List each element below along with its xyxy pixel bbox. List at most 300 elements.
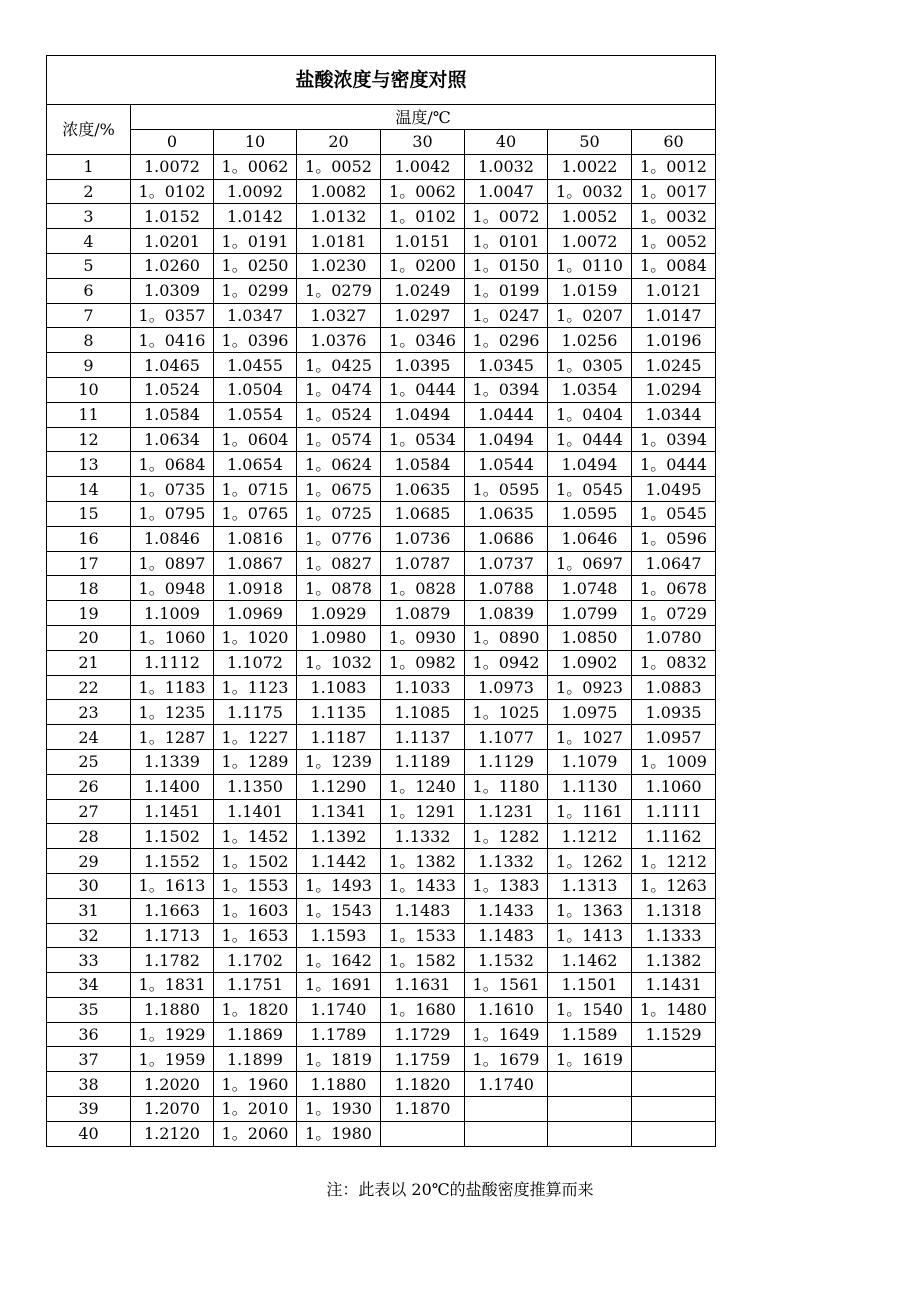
- density-cell: 1。0942: [465, 650, 548, 675]
- density-cell: 1。1413: [548, 923, 632, 948]
- concentration-cell: 14: [47, 477, 131, 502]
- density-cell: 1.1880: [131, 997, 214, 1022]
- density-cell: 1.0635: [381, 477, 465, 502]
- density-cell: 1。0776: [297, 526, 381, 551]
- density-cell: 1。0715: [214, 477, 297, 502]
- density-cell: 1.1529: [632, 1022, 716, 1047]
- concentration-cell: 19: [47, 601, 131, 626]
- temperature-column-header: 10: [214, 130, 297, 155]
- density-cell: 1。0394: [632, 427, 716, 452]
- density-cell: 1.0327: [297, 303, 381, 328]
- density-cell: 1.0595: [548, 501, 632, 526]
- table-row: [47, 799, 716, 824]
- table-row: [47, 873, 716, 898]
- table-note: 注：此表以 20℃的盐酸密度推算而来: [326, 1180, 594, 1199]
- density-cell: 1.1175: [214, 700, 297, 725]
- density-cell: 1.1702: [214, 948, 297, 973]
- density-cell: 1。1235: [131, 700, 214, 725]
- density-cell: [465, 1121, 548, 1146]
- density-cell: 1.1451: [131, 799, 214, 824]
- density-cell: 1.0147: [632, 303, 716, 328]
- density-cell: 1。0247: [465, 303, 548, 328]
- density-cell: 1.1899: [214, 1047, 297, 1072]
- density-cell: 1.1079: [548, 749, 632, 774]
- density-cell: 1。0032: [548, 179, 632, 204]
- density-cell: 1.1431: [632, 973, 716, 998]
- density-cell: 1.0524: [131, 377, 214, 402]
- density-cell: [465, 1097, 548, 1122]
- density-cell: 1。0474: [297, 377, 381, 402]
- density-cell: 1.1231: [465, 799, 548, 824]
- density-cell: 1.0345: [465, 353, 548, 378]
- concentration-cell: 31: [47, 898, 131, 923]
- density-cell: [632, 1072, 716, 1097]
- table-row: [47, 923, 716, 948]
- table-row: [47, 427, 716, 452]
- density-cell: 1.1433: [465, 898, 548, 923]
- density-cell: 1.1870: [381, 1097, 465, 1122]
- density-cell: 1。0827: [297, 551, 381, 576]
- density-cell: 1。0897: [131, 551, 214, 576]
- density-cell: 1。0725: [297, 501, 381, 526]
- density-cell: 1.1593: [297, 923, 381, 948]
- density-cell: 1.0973: [465, 675, 548, 700]
- density-cell: 1。0444: [381, 377, 465, 402]
- density-cell: 1.0879: [381, 601, 465, 626]
- concentration-cell: 29: [47, 849, 131, 874]
- density-cell: 1.0132: [297, 204, 381, 229]
- table-row: [47, 601, 716, 626]
- density-cell: 1.0121: [632, 278, 716, 303]
- density-cell: 1。0102: [381, 204, 465, 229]
- concentration-cell: 32: [47, 923, 131, 948]
- concentration-cell: 18: [47, 576, 131, 601]
- density-cell: 1.0455: [214, 353, 297, 378]
- density-cell: 1。0110: [548, 253, 632, 278]
- table-row: [47, 576, 716, 601]
- table-row: [47, 551, 716, 576]
- concentration-cell: 16: [47, 526, 131, 551]
- density-cell: 1。1263: [632, 873, 716, 898]
- concentration-cell: 11: [47, 402, 131, 427]
- density-cell: 1。0735: [131, 477, 214, 502]
- concentration-cell: 22: [47, 675, 131, 700]
- density-cell: 1.1060: [632, 774, 716, 799]
- concentration-cell: 17: [47, 551, 131, 576]
- concentration-cell: 10: [47, 377, 131, 402]
- concentration-cell: 30: [47, 873, 131, 898]
- temperature-column-header: 30: [381, 130, 465, 155]
- density-cell: 1。0346: [381, 328, 465, 353]
- density-cell: [632, 1097, 716, 1122]
- density-cell: 1.1869: [214, 1022, 297, 1047]
- density-cell: 1.0584: [131, 402, 214, 427]
- density-cell: 1。0444: [632, 452, 716, 477]
- density-cell: 1.0646: [548, 526, 632, 551]
- density-cell: 1.0494: [465, 427, 548, 452]
- density-cell: 1。0828: [381, 576, 465, 601]
- density-cell: 1。1382: [381, 849, 465, 874]
- density-cell: 1.1111: [632, 799, 716, 824]
- table-row: [47, 1022, 716, 1047]
- temperature-header: 温度/℃: [131, 105, 716, 130]
- density-cell: 1.1341: [297, 799, 381, 824]
- density-cell: 1。1282: [465, 824, 548, 849]
- table-row: [47, 501, 716, 526]
- density-cell: 1.1400: [131, 774, 214, 799]
- density-cell: 1.0260: [131, 253, 214, 278]
- density-cell: 1。1553: [214, 873, 297, 898]
- density-cell: 1.0032: [465, 154, 548, 179]
- density-cell: 1。0982: [381, 650, 465, 675]
- density-cell: 1.0980: [297, 625, 381, 650]
- density-cell: 1。1433: [381, 873, 465, 898]
- density-cell: 1。1649: [465, 1022, 548, 1047]
- density-cell: 1.0142: [214, 204, 297, 229]
- density-cell: 1.1339: [131, 749, 214, 774]
- density-cell: 1.0494: [381, 402, 465, 427]
- density-cell: 1。0890: [465, 625, 548, 650]
- density-cell: 1.1462: [548, 948, 632, 973]
- density-cell: 1。0207: [548, 303, 632, 328]
- density-cell: 1.0883: [632, 675, 716, 700]
- concentration-cell: 27: [47, 799, 131, 824]
- table-row: [47, 328, 716, 353]
- density-cell: 1。1161: [548, 799, 632, 824]
- table-row: [47, 749, 716, 774]
- density-cell: 1.1135: [297, 700, 381, 725]
- concentration-cell: 37: [47, 1047, 131, 1072]
- density-cell: 1.0554: [214, 402, 297, 427]
- concentration-cell: 21: [47, 650, 131, 675]
- density-cell: 1。0624: [297, 452, 381, 477]
- density-cell: [381, 1121, 465, 1146]
- density-cell: 1.1751: [214, 973, 297, 998]
- density-cell: 1.0297: [381, 303, 465, 328]
- density-cell: 1。0765: [214, 501, 297, 526]
- density-cell: 1.1663: [131, 898, 214, 923]
- density-cell: 1.0092: [214, 179, 297, 204]
- density-cell: 1.0780: [632, 625, 716, 650]
- table-row: [47, 253, 716, 278]
- density-cell: 1。1980: [297, 1121, 381, 1146]
- density-cell: 1.0788: [465, 576, 548, 601]
- density-cell: 1.1392: [297, 824, 381, 849]
- density-cell: 1.0935: [632, 700, 716, 725]
- density-cell: 1。1025: [465, 700, 548, 725]
- density-cell: 1.0376: [297, 328, 381, 353]
- density-cell: 1.1085: [381, 700, 465, 725]
- table-row: [47, 402, 716, 427]
- density-cell: 1。0545: [632, 501, 716, 526]
- table-title: 盐酸浓度与密度对照: [47, 56, 716, 105]
- table-row: [47, 898, 716, 923]
- density-cell: 1。1363: [548, 898, 632, 923]
- density-cell: 1.1350: [214, 774, 297, 799]
- density-cell: 1.0159: [548, 278, 632, 303]
- density-cell: 1。0052: [297, 154, 381, 179]
- density-cell: 1。1820: [214, 997, 297, 1022]
- density-cell: 1。0305: [548, 353, 632, 378]
- temperature-values-row: [47, 130, 716, 155]
- density-cell: 1.2070: [131, 1097, 214, 1122]
- concentration-cell: 9: [47, 353, 131, 378]
- density-cell: 1.0354: [548, 377, 632, 402]
- density-cell: 1.0957: [632, 725, 716, 750]
- density-cell: 1.0256: [548, 328, 632, 353]
- density-cell: 1。1642: [297, 948, 381, 973]
- table-row: [47, 278, 716, 303]
- density-cell: 1.0839: [465, 601, 548, 626]
- density-cell: 1.0544: [465, 452, 548, 477]
- density-cell: 1。0604: [214, 427, 297, 452]
- density-cell: 1。1009: [632, 749, 716, 774]
- table-row: [47, 377, 716, 402]
- density-cell: 1。0357: [131, 303, 214, 328]
- table-body: [47, 154, 716, 1146]
- density-cell: 1.0799: [548, 601, 632, 626]
- density-cell: 1.1112: [131, 650, 214, 675]
- temperature-column-header: 40: [465, 130, 548, 155]
- density-cell: 1。1619: [548, 1047, 632, 1072]
- density-cell: 1。0199: [465, 278, 548, 303]
- concentration-cell: 15: [47, 501, 131, 526]
- concentration-cell: 39: [47, 1097, 131, 1122]
- density-cell: 1。1123: [214, 675, 297, 700]
- density-cell: 1。2060: [214, 1121, 297, 1146]
- density-cell: 1.1532: [465, 948, 548, 973]
- density-cell: 1.0181: [297, 229, 381, 254]
- table-row: [47, 675, 716, 700]
- table-row: [47, 625, 716, 650]
- table-row: [47, 229, 716, 254]
- density-cell: 1.0042: [381, 154, 465, 179]
- table-row: [47, 997, 716, 1022]
- density-cell: 1。0279: [297, 278, 381, 303]
- density-cell: 1.0816: [214, 526, 297, 551]
- table-row: [47, 824, 716, 849]
- density-cell: 1.1072: [214, 650, 297, 675]
- density-cell: 1.0072: [548, 229, 632, 254]
- temperature-column-header: 50: [548, 130, 632, 155]
- density-cell: 1。0394: [465, 377, 548, 402]
- density-cell: 1.0249: [381, 278, 465, 303]
- concentration-cell: 35: [47, 997, 131, 1022]
- density-cell: 1。1227: [214, 725, 297, 750]
- density-cell: 1.0634: [131, 427, 214, 452]
- density-cell: [548, 1121, 632, 1146]
- density-cell: 1。0832: [632, 650, 716, 675]
- density-cell: 1.1501: [548, 973, 632, 998]
- density-cell: 1。0062: [381, 179, 465, 204]
- density-cell: [632, 1047, 716, 1072]
- density-cell: 1。0012: [632, 154, 716, 179]
- density-cell: 1。0102: [131, 179, 214, 204]
- density-cell: 1。1603: [214, 898, 297, 923]
- table-row: [47, 849, 716, 874]
- density-cell: 1。1493: [297, 873, 381, 898]
- density-cell: 1。1561: [465, 973, 548, 998]
- density-cell: 1.0152: [131, 204, 214, 229]
- density-cell: 1。0697: [548, 551, 632, 576]
- concentration-cell: 36: [47, 1022, 131, 1047]
- density-cell: 1.0082: [297, 179, 381, 204]
- density-cell: 1。1291: [381, 799, 465, 824]
- concentration-cell: 2: [47, 179, 131, 204]
- density-cell: 1.0647: [632, 551, 716, 576]
- density-cell: 1.1162: [632, 824, 716, 849]
- table-row: [47, 526, 716, 551]
- density-cell: 1.0902: [548, 650, 632, 675]
- table-row: [47, 179, 716, 204]
- density-cell: 1。1239: [297, 749, 381, 774]
- concentration-cell: 38: [47, 1072, 131, 1097]
- concentration-cell: 28: [47, 824, 131, 849]
- density-cell: 1.1009: [131, 601, 214, 626]
- density-cell: 1.1552: [131, 849, 214, 874]
- density-cell: 1。1831: [131, 973, 214, 998]
- density-cell: 1.0748: [548, 576, 632, 601]
- concentration-cell: 5: [47, 253, 131, 278]
- density-cell: 1。2010: [214, 1097, 297, 1122]
- density-cell: 1.0052: [548, 204, 632, 229]
- density-cell: 1。1180: [465, 774, 548, 799]
- density-cell: 1。0416: [131, 328, 214, 353]
- density-cell: 1.1077: [465, 725, 548, 750]
- table-row: [47, 700, 716, 725]
- density-cell: 1。0930: [381, 625, 465, 650]
- density-cell: 1.0347: [214, 303, 297, 328]
- temperature-column-header: 60: [632, 130, 716, 155]
- table-row: [47, 1097, 716, 1122]
- density-cell: 1。0444: [548, 427, 632, 452]
- concentration-cell: 8: [47, 328, 131, 353]
- density-cell: 1。1819: [297, 1047, 381, 1072]
- density-cell: 1.0635: [465, 501, 548, 526]
- density-cell: 1.1333: [632, 923, 716, 948]
- density-cell: 1。1691: [297, 973, 381, 998]
- density-cell: 1。0684: [131, 452, 214, 477]
- density-cell: 1.1382: [632, 948, 716, 973]
- density-cell: 1.1083: [297, 675, 381, 700]
- density-cell: 1.1789: [297, 1022, 381, 1047]
- density-cell: 1。0062: [214, 154, 297, 179]
- density-cell: 1。0678: [632, 576, 716, 601]
- density-cell: 1。0595: [465, 477, 548, 502]
- density-cell: 1。0296: [465, 328, 548, 353]
- density-cell: 1.1759: [381, 1047, 465, 1072]
- density-cell: 1。0084: [632, 253, 716, 278]
- density-cell: 1.0846: [131, 526, 214, 551]
- density-cell: 1。0101: [465, 229, 548, 254]
- density-cell: 1。1533: [381, 923, 465, 948]
- density-cell: 1.1189: [381, 749, 465, 774]
- density-cell: 1.1401: [214, 799, 297, 824]
- density-cell: 1.0344: [632, 402, 716, 427]
- density-cell: 1.0969: [214, 601, 297, 626]
- density-cell: 1.1610: [465, 997, 548, 1022]
- concentration-cell: 34: [47, 973, 131, 998]
- density-cell: 1。1959: [131, 1047, 214, 1072]
- concentration-cell: 26: [47, 774, 131, 799]
- concentration-cell: 23: [47, 700, 131, 725]
- density-cell: 1。1020: [214, 625, 297, 650]
- table-row: [47, 774, 716, 799]
- density-cell: 1。1613: [131, 873, 214, 898]
- density-cell: 1。0200: [381, 253, 465, 278]
- density-cell: 1.0685: [381, 501, 465, 526]
- concentration-cell: 40: [47, 1121, 131, 1146]
- density-cell: 1.0929: [297, 601, 381, 626]
- density-cell: 1.0686: [465, 526, 548, 551]
- concentration-cell: 13: [47, 452, 131, 477]
- density-cell: 1。0534: [381, 427, 465, 452]
- density-cell: 1.0494: [548, 452, 632, 477]
- density-cell: 1。1060: [131, 625, 214, 650]
- density-cell: 1。0032: [632, 204, 716, 229]
- density-cell: 1.0737: [465, 551, 548, 576]
- density-cell: 1。1502: [214, 849, 297, 874]
- table-row: [47, 1047, 716, 1072]
- density-cell: 1.1129: [465, 749, 548, 774]
- concentration-cell: 25: [47, 749, 131, 774]
- density-cell: 1.0309: [131, 278, 214, 303]
- concentration-cell: 7: [47, 303, 131, 328]
- density-cell: 1.0465: [131, 353, 214, 378]
- table-row: [47, 452, 716, 477]
- density-cell: 1。1680: [381, 997, 465, 1022]
- density-cell: 1.1332: [465, 849, 548, 874]
- density-cell: 1.1290: [297, 774, 381, 799]
- table-row: [47, 1121, 716, 1146]
- density-cell: 1.0850: [548, 625, 632, 650]
- density-cell: 1。1287: [131, 725, 214, 750]
- density-cell: 1。0545: [548, 477, 632, 502]
- concentration-cell: 3: [47, 204, 131, 229]
- temperature-column-header: 0: [131, 130, 214, 155]
- density-cell: 1.1589: [548, 1022, 632, 1047]
- density-cell: 1.1442: [297, 849, 381, 874]
- table-row: [47, 973, 716, 998]
- density-cell: 1.0584: [381, 452, 465, 477]
- table-row: [47, 303, 716, 328]
- density-cell: 1.0395: [381, 353, 465, 378]
- density-cell: 1。0675: [297, 477, 381, 502]
- density-cell: 1.0196: [632, 328, 716, 353]
- density-cell: 1.0444: [465, 402, 548, 427]
- density-table: [46, 55, 716, 1147]
- density-cell: 1.1318: [632, 898, 716, 923]
- density-cell: 1.0867: [214, 551, 297, 576]
- density-cell: 1.0495: [632, 477, 716, 502]
- density-cell: 1.0047: [465, 179, 548, 204]
- density-cell: 1.0975: [548, 700, 632, 725]
- density-cell: 1.0151: [381, 229, 465, 254]
- density-cell: 1.1631: [381, 973, 465, 998]
- density-cell: 1。0404: [548, 402, 632, 427]
- density-cell: 1。0729: [632, 601, 716, 626]
- density-cell: 1。1543: [297, 898, 381, 923]
- concentration-cell: 24: [47, 725, 131, 750]
- density-cell: 1。1930: [297, 1097, 381, 1122]
- density-cell: 1。1929: [131, 1022, 214, 1047]
- density-cell: 1。1540: [548, 997, 632, 1022]
- density-cell: 1.1880: [297, 1072, 381, 1097]
- density-cell: 1。1480: [632, 997, 716, 1022]
- density-cell: 1.0787: [381, 551, 465, 576]
- concentration-cell: 33: [47, 948, 131, 973]
- density-cell: 1。1582: [381, 948, 465, 973]
